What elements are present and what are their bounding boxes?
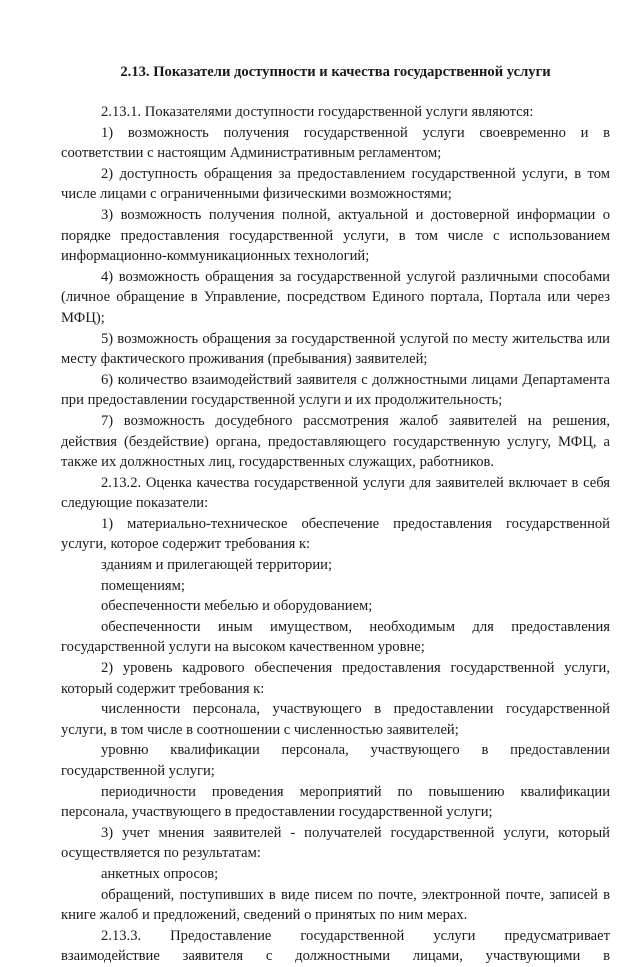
paragraph: обеспеченности мебелью и оборудованием; [101,598,373,615]
paragraph: 4) возможность обращения за государственной услугой различными способами (личное обращение в Управление, посредством Единого портала, Портала или через МФЦ); [61,268,610,326]
paragraph: 2.13.2. Оценка качества государственной услуги для заявителей включает в себя следующие показатели: [61,474,610,512]
paragraph: помещениям; [101,577,185,594]
paragraph: 1) материально-техническое обеспечение предоставления государственной услуги, которое содержит требования к: [61,515,610,553]
paragraph: 2) доступность обращения за предоставлением государственной услуги, в том числе лицами с ограниченными физическими возможностями; [61,165,610,203]
paragraph: обеспеченности иным имуществом, необходимым для предоставления государственной услуги на высоком качественном уровне; [61,618,610,656]
paragraph: 5) возможность обращения за государственной услугой по месту жительства или месту фактического проживания (пребывания) заявителей; [61,330,610,368]
paragraph: 2.13.3. Предоставление государственной услуги предусматривает взаимодействие заявителя с должностными лицами, участвующими в [61,927,610,965]
section-title: 2.13. Показатели доступности и качества государственной услуги [120,64,551,80]
paragraph: 3) возможность получения полной, актуальной и достоверной информации о порядке предоставления государственной услуги, в том числе с использованием информационно-коммуникационных технологий; [61,206,610,265]
paragraph: обращений, поступивших в виде писем по почте, электронной почте, записей в книге жалоб и предложений, сведений о принятых по ним мерах. [61,886,610,924]
paragraph: 3) учет мнения заявителей - получателей государственной услуги, который осуществляется по результатам: [61,824,610,862]
paragraph: уровню квалификации персонала, участвующего в предоставлении государственной услуги; [61,742,610,779]
paragraph: периодичности проведения мероприятий по повышению квалификации персонала, участвующего в предоставлении государственной услуги; [61,783,610,821]
paragraph: 1) возможность получения государственной услуги своевременно и в соответствии с настоящим Административным регламентом; [61,124,610,162]
paragraph: анкетных опросов; [101,865,219,882]
paragraph: 6) количество взаимодействий заявителя с должностными лицами Департамента при предоставлении государственной услуги и их продолжительность; [61,371,610,409]
paragraph: численности персонала, участвующего в предоставлении государственной услуги, в том числе в соотношении с численностью заявителей; [61,701,610,738]
paragraph: 2) уровень кадрового обеспечения предоставления государственной услуги, который содержит требования к: [61,660,610,697]
paragraph: 7) возможность досудебного рассмотрения жалоб заявителей на решения, действия (бездействие) органа, предоставляющего государственную услугу, МФЦ, а также их должностных лиц, государственных служащих, работников. [61,412,610,471]
paragraph: зданиям и прилегающей территории; [101,557,333,574]
paragraph: 2.13.1. Показателями доступности государственной услуги являются: [101,104,534,120]
